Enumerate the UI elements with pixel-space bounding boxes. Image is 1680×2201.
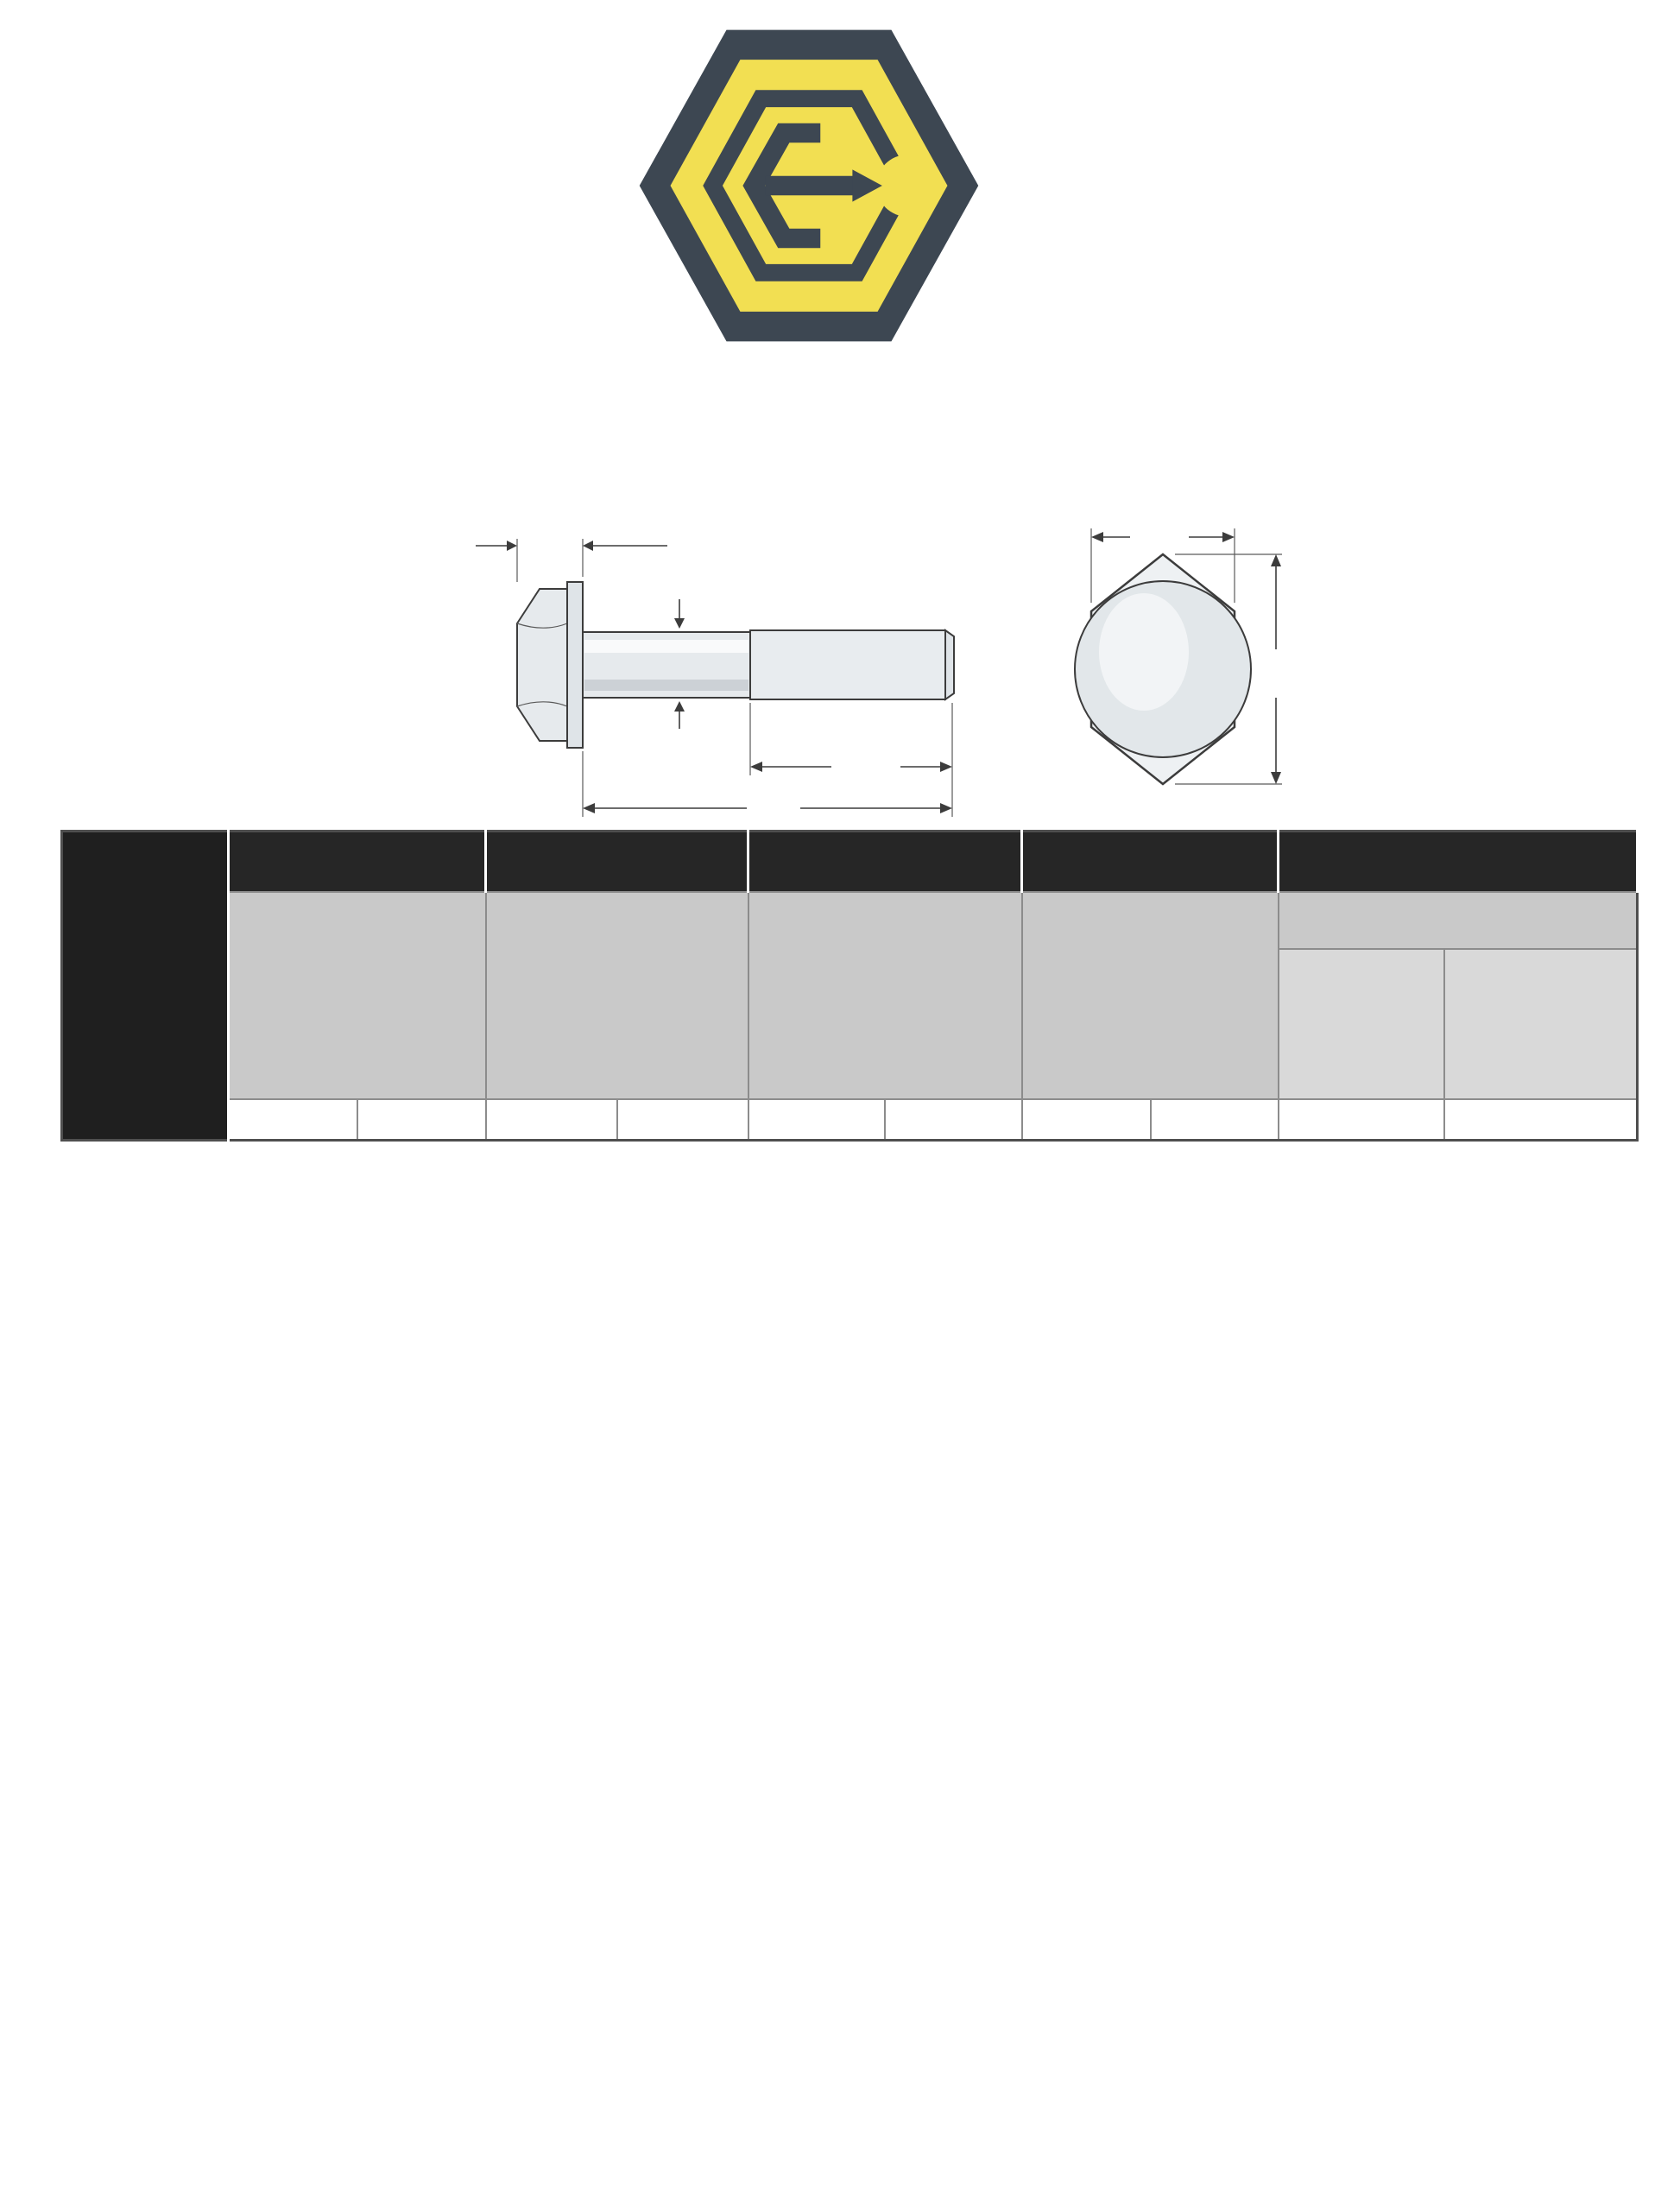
col-max: [486, 1099, 617, 1141]
group-name-row: [62, 892, 1638, 949]
col-min: [617, 1099, 748, 1141]
group-letter-e: [229, 832, 486, 892]
sub-name-short-lengths: [1279, 949, 1444, 1099]
col-min: [1151, 1099, 1279, 1141]
ecom-hexagon-logo-icon: [636, 28, 982, 344]
group-letter-g: [748, 832, 1022, 892]
sub-name-long-lengths: [1444, 949, 1638, 1099]
group-name-h: [1022, 892, 1279, 1099]
minmax-row: [62, 1099, 1638, 1141]
group-name-thread-length: [1279, 892, 1638, 949]
col-min: [885, 1099, 1022, 1141]
col-min: [357, 1099, 486, 1141]
letter-row: [62, 832, 1638, 892]
group-name-e: [229, 892, 486, 1099]
col-max: [748, 1099, 885, 1141]
group-letter-f: [486, 832, 748, 892]
group-name-f: [486, 892, 748, 1099]
col-ref: [1279, 1099, 1444, 1141]
col-ref: [1444, 1099, 1638, 1141]
table-header: [62, 832, 1638, 1141]
bolt-dimension-diagram: [462, 492, 1325, 825]
group-name-g: [748, 892, 1022, 1099]
dimension-table: [60, 830, 1639, 1142]
corner-header: [62, 832, 229, 1141]
logo-header: [0, 26, 1680, 345]
datasheet-page: [0, 26, 1680, 2201]
group-letter-lt: [1279, 832, 1638, 892]
col-max: [1022, 1099, 1151, 1141]
group-letter-h: [1022, 832, 1279, 892]
title-wrap: [0, 390, 1680, 463]
col-max: [229, 1099, 357, 1141]
